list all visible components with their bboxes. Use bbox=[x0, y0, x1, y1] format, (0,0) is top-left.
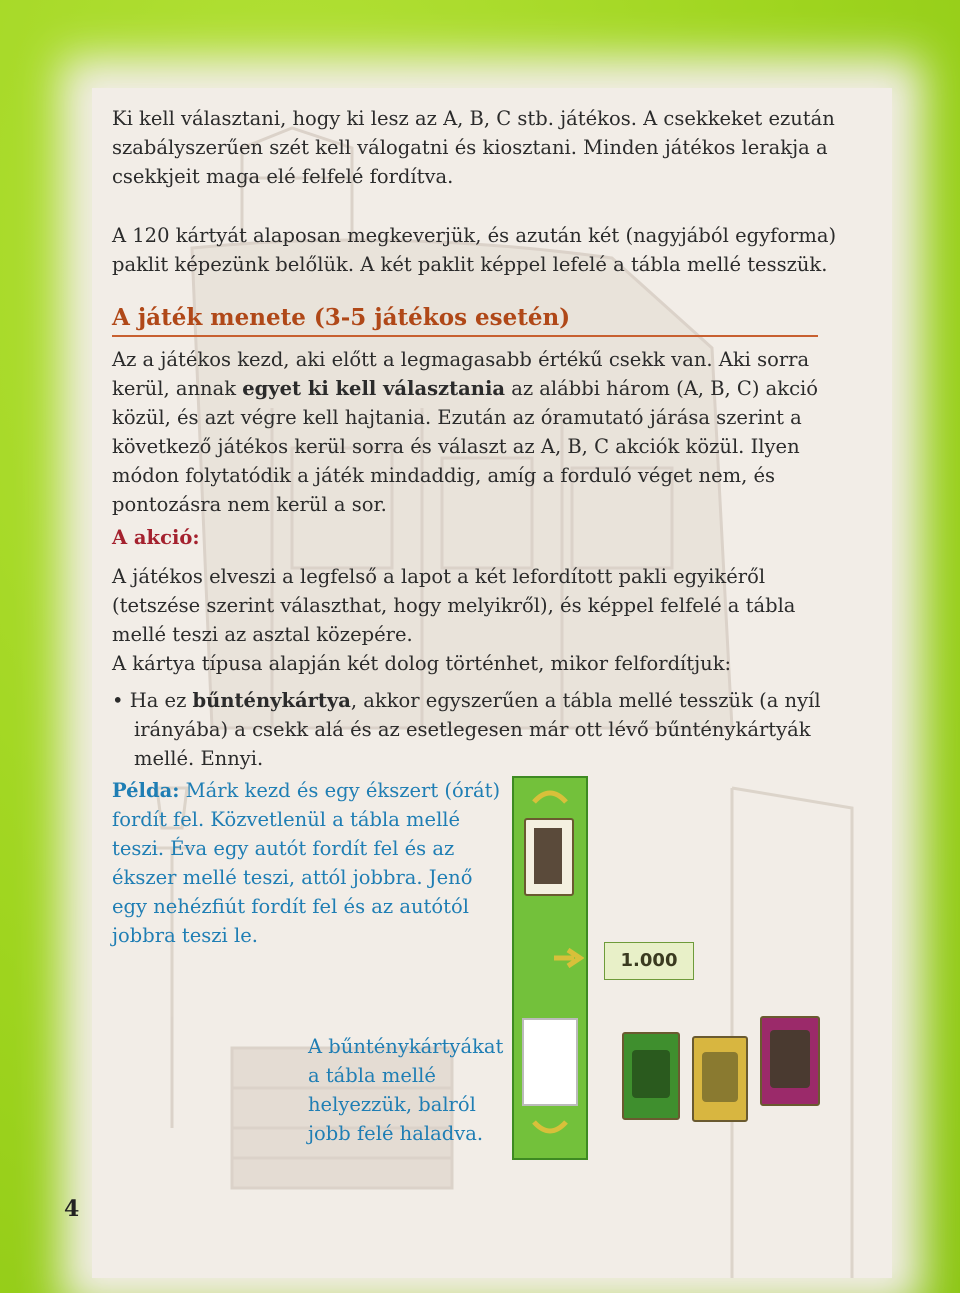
paragraph-cards: A 120 kártyát alaposan megkeverjük, és azután két (nagyjából egyforma) paklit képezünk belőlük. A két paklit képpel lefelé a tábla mellé tesszük. bbox=[112, 224, 837, 276]
bullet-crime-card: • Ha ez bűnténykártya, akkor egyszerűen a tábla mellé tesszük (a nyíl irányába) a csekk alá és az esetlegesen már ott lévő bűnténykártyák mellé. Ennyi. bbox=[112, 689, 821, 770]
action-a-heading: A akció: bbox=[112, 526, 200, 549]
check-value: 1.000 bbox=[604, 942, 694, 980]
blank-card bbox=[522, 1018, 578, 1106]
paragraph-gameplay: Az a játékos kezd, aki előtt a legmagasabb értékű csekk van. Aki sorra kerül, annak egyet ki kell választania az alábbi három (A, B, C) akció közül, és azt végre kell hajtania. Ezután az óramutató járása szerint a következő játékos kerül sorra és választ az A, B, C akciók közül. Ilyen módon folytatódik a játék mindaddig, amíg a forduló véget nem, és pontozásra nem kerül a sor. bbox=[112, 348, 818, 516]
arrow-right-icon bbox=[554, 946, 584, 970]
example-box bbox=[112, 776, 512, 950]
example-text: Márk kezd és egy ékszert (órát) fordít fel. Közvetlenül a tábla mellé teszi. Éva egy autót fordít fel és az ékszer mellé teszi, attól jobbra. Jenő egy nehézfiút fordít fel és az autótól jobbra teszi le. bbox=[112, 779, 501, 947]
board-strip bbox=[512, 776, 588, 1160]
example-label: Példa: bbox=[112, 779, 180, 802]
arrow-up-icon bbox=[532, 784, 568, 806]
crime-card-thug bbox=[760, 1016, 820, 1106]
page-number: 4 bbox=[64, 1196, 80, 1222]
paragraph-action-a: A játékos elveszi a legfelső a lapot a két lefordított pakli egyikéről (tetszése szerint választhat, hogy melyikről), és képpel felfelé a tábla mellé teszi az asztal közepére. bbox=[112, 565, 796, 646]
illustration-caption: A bűnténykártyákat a tábla mellé helyezzük, balról jobb felé haladva. bbox=[308, 1035, 504, 1145]
crime-card-car bbox=[692, 1036, 748, 1122]
paragraph-intro: Ki kell választani, hogy ki lesz az A, B, C stb. játékos. A csekkeket ezután szabályszerűen szét kell válogatni és kiosztani. Minden játékos lerakja a csekkjeit maga elé felfelé fordítva. bbox=[112, 107, 835, 188]
top-card bbox=[524, 818, 574, 896]
arrow-down-icon bbox=[532, 1118, 568, 1140]
crime-card-jewel bbox=[622, 1032, 680, 1120]
page-panel bbox=[92, 88, 892, 1278]
main-text bbox=[112, 104, 842, 773]
paragraph-card-type: A kártya típusa alapján két dolog történhet, mikor felfordítjuk: bbox=[112, 652, 732, 675]
section-heading: A játék menete (3-5 játékos esetén) bbox=[112, 303, 818, 337]
